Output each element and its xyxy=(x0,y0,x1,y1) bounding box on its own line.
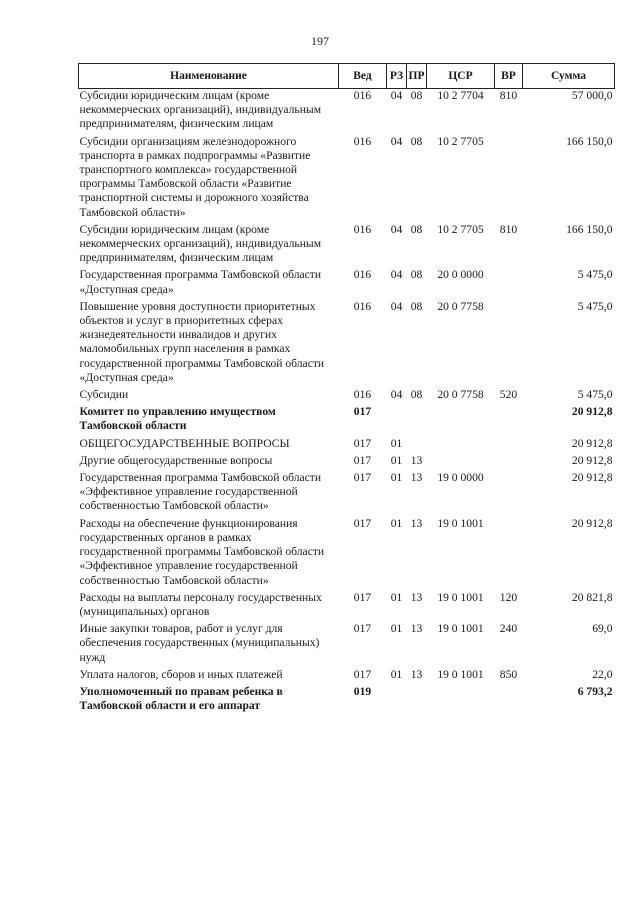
table-row xyxy=(79,622,615,668)
row-ved-cell: 017 xyxy=(353,436,372,450)
row-vr-cell: 850 xyxy=(499,667,518,681)
row-ved-cell: 016 xyxy=(353,89,372,102)
row-name-cell: Другие общегосударственные вопросы xyxy=(79,453,273,467)
row-csr-cell: 19 0 1001 xyxy=(437,516,484,530)
header-sum: Сумма xyxy=(523,64,615,89)
row-csr-cell xyxy=(427,454,495,471)
table-row xyxy=(79,454,615,471)
row-vr-cell xyxy=(495,300,523,388)
row-name-cell: Государственная программа Тамбовской области «Доступная среда» xyxy=(79,268,322,296)
row-pr-cell: 08 xyxy=(410,268,423,282)
table-row xyxy=(79,471,615,517)
row-sum-cell: 20 912,8 xyxy=(571,453,613,467)
table-row xyxy=(79,388,615,405)
table-row xyxy=(79,437,615,454)
row-name-cell: Субсидии xyxy=(79,388,129,402)
row-sum-cell: 6 793,2 xyxy=(577,684,613,698)
row-vr-cell xyxy=(495,268,523,299)
row-csr-cell xyxy=(427,437,495,454)
row-pr-cell: 13 xyxy=(410,516,423,530)
row-pr-cell: 08 xyxy=(410,134,423,148)
row-rz-cell: 04 xyxy=(390,134,403,148)
row-csr-cell: 10 2 7704 xyxy=(437,89,484,102)
row-csr-cell: 10 2 7705 xyxy=(437,222,484,236)
row-rz-cell: 01 xyxy=(390,622,403,636)
row-vr-cell xyxy=(495,454,523,471)
row-sum-cell: 57 000,0 xyxy=(571,89,613,102)
row-sum-cell: 22,0 xyxy=(592,667,613,681)
row-rz-cell: 04 xyxy=(390,89,403,102)
row-vr-cell xyxy=(495,135,523,223)
row-vr-cell xyxy=(495,471,523,517)
row-ved-cell: 016 xyxy=(353,222,372,236)
row-pr-cell: 08 xyxy=(410,222,423,236)
row-sum-cell: 20 912,8 xyxy=(571,436,613,450)
row-pr-cell: 08 xyxy=(410,299,423,313)
row-csr-cell: 20 0 0000 xyxy=(437,268,484,282)
header-rz: РЗ xyxy=(387,64,407,89)
header-ved: Вед xyxy=(339,64,387,89)
table-row xyxy=(79,268,615,299)
row-pr-cell xyxy=(407,405,427,436)
row-ved-cell: 017 xyxy=(353,516,372,530)
row-sum-cell: 166 150,0 xyxy=(566,134,613,148)
row-csr-cell xyxy=(427,685,495,716)
row-name-cell: Повышение уровня доступности приоритетных объектов и услуг в приоритетных сферах жизнедеятельности инвалидов и других маломобильных групп населения в рамках государственной программы Тамбовской области «Доступная среда» xyxy=(79,299,325,384)
row-ved-cell: 017 xyxy=(353,453,372,467)
row-name-cell: Расходы на обеспечение функционирования государственных органов в рамках государственной программы Тамбовской области «Эффективное управление государственной собственностью Тамбовской области» xyxy=(79,516,325,587)
row-rz-cell: 04 xyxy=(390,222,403,236)
row-pr-cell: 08 xyxy=(410,89,423,102)
row-rz-cell: 01 xyxy=(390,471,403,485)
row-name-cell: ОБЩЕГОСУДАРСТВЕННЫЕ ВОПРОСЫ xyxy=(79,436,290,450)
row-vr-cell: 120 xyxy=(499,590,518,604)
row-ved-cell: 017 xyxy=(353,622,372,636)
row-ved-cell: 019 xyxy=(353,684,372,698)
row-vr-cell: 810 xyxy=(499,222,518,236)
row-pr-cell: 13 xyxy=(410,667,423,681)
row-pr-cell: 13 xyxy=(410,471,423,485)
row-vr-cell: 520 xyxy=(499,388,518,402)
row-sum-cell: 20 912,8 xyxy=(571,471,613,485)
page-number: 197 xyxy=(311,34,329,48)
row-sum-cell: 69,0 xyxy=(592,622,613,636)
table-header-row xyxy=(79,64,615,89)
row-rz-cell xyxy=(387,685,407,716)
row-rz-cell: 01 xyxy=(390,667,403,681)
row-vr-cell xyxy=(495,405,523,436)
table-row xyxy=(79,89,615,135)
row-name-cell: Субсидии юридическим лицам (кроме некоммерческих организаций), индивидуальным предпринимателям, физическим лицам xyxy=(79,222,322,265)
row-ved-cell: 016 xyxy=(353,268,372,282)
row-sum-cell: 5 475,0 xyxy=(577,299,613,313)
row-ved-cell: 016 xyxy=(353,299,372,313)
row-rz-cell: 04 xyxy=(390,268,403,282)
row-sum-cell: 20 912,8 xyxy=(571,405,613,419)
row-name-cell: Уплата налогов, сборов и иных платежей xyxy=(79,667,283,681)
table-row xyxy=(79,405,615,436)
row-vr-cell xyxy=(495,517,523,591)
row-vr-cell: 810 xyxy=(499,89,518,102)
row-ved-cell: 017 xyxy=(353,667,372,681)
header-csr: ЦСР xyxy=(427,64,495,89)
row-sum-cell: 166 150,0 xyxy=(566,222,613,236)
row-name-cell: Иные закупки товаров, работ и услуг для обеспечения государственных (муниципальных) нужд xyxy=(79,622,320,664)
table-row xyxy=(79,685,615,716)
row-vr-cell xyxy=(495,437,523,454)
row-rz-cell xyxy=(387,405,407,436)
row-pr-cell xyxy=(407,437,427,454)
row-pr-cell: 13 xyxy=(410,622,423,636)
row-pr-cell: 13 xyxy=(410,590,423,604)
row-rz-cell: 04 xyxy=(390,299,403,313)
row-name-cell: Уполномоченный по правам ребенка в Тамбовской области и его аппарат xyxy=(79,684,283,713)
row-name-cell: Государственная программа Тамбовской области «Эффективное управление государственной собственностью Тамбовской области» xyxy=(79,471,322,513)
table-row xyxy=(79,591,615,622)
row-csr-cell: 19 0 1001 xyxy=(437,622,484,636)
row-sum-cell: 20 912,8 xyxy=(571,516,613,530)
row-csr-cell: 19 0 1001 xyxy=(437,590,484,604)
row-csr-cell: 19 0 0000 xyxy=(437,471,484,485)
row-ved-cell: 016 xyxy=(353,388,372,402)
row-vr-cell xyxy=(495,685,523,716)
row-vr-cell: 240 xyxy=(499,622,518,636)
row-ved-cell: 017 xyxy=(353,405,372,419)
header-pr: ПР xyxy=(407,64,427,89)
row-sum-cell: 20 821,8 xyxy=(571,590,613,604)
row-rz-cell: 04 xyxy=(390,388,403,402)
row-csr-cell: 19 0 1001 xyxy=(437,667,484,681)
row-name-cell: Субсидии организациям железнодорожного транспорта в рамках подпрограммы «Развитие транспортного комплекса» государственной программы Тамбовской области «Развитие транспортной системы и дорожного хозяйства Тамбовской области» xyxy=(79,134,311,219)
row-name-cell: Комитет по управлению имуществом Тамбовской области xyxy=(79,405,276,433)
header-vr: ВР xyxy=(495,64,523,89)
table-row xyxy=(79,517,615,591)
row-pr-cell xyxy=(407,685,427,716)
row-sum-cell: 5 475,0 xyxy=(577,268,613,282)
row-ved-cell: 017 xyxy=(353,590,372,604)
table-row xyxy=(79,135,615,223)
header-name: Наименование xyxy=(79,64,339,89)
budget-table xyxy=(78,63,615,716)
row-rz-cell: 01 xyxy=(390,516,403,530)
row-csr-cell: 20 0 7758 xyxy=(437,388,484,402)
table-row xyxy=(79,300,615,388)
table-row xyxy=(79,668,615,685)
row-pr-cell: 13 xyxy=(410,453,423,467)
row-ved-cell: 017 xyxy=(353,471,372,485)
budget-table-wrapper xyxy=(78,63,614,716)
row-ved-cell: 016 xyxy=(353,134,372,148)
row-csr-cell: 10 2 7705 xyxy=(437,134,484,148)
row-rz-cell: 01 xyxy=(390,436,403,450)
row-pr-cell: 08 xyxy=(410,388,423,402)
row-csr-cell xyxy=(427,405,495,436)
row-rz-cell: 01 xyxy=(390,453,403,467)
row-sum-cell: 5 475,0 xyxy=(577,388,613,402)
row-name-cell: Расходы на выплаты персоналу государственных (муниципальных) органов xyxy=(79,590,322,618)
row-csr-cell: 20 0 7758 xyxy=(437,299,484,313)
row-rz-cell: 01 xyxy=(390,590,403,604)
table-row xyxy=(79,223,615,269)
row-name-cell: Субсидии юридическим лицам (кроме некоммерческих организаций), индивидуальным предпринимателям, физическим лицам xyxy=(79,89,322,131)
